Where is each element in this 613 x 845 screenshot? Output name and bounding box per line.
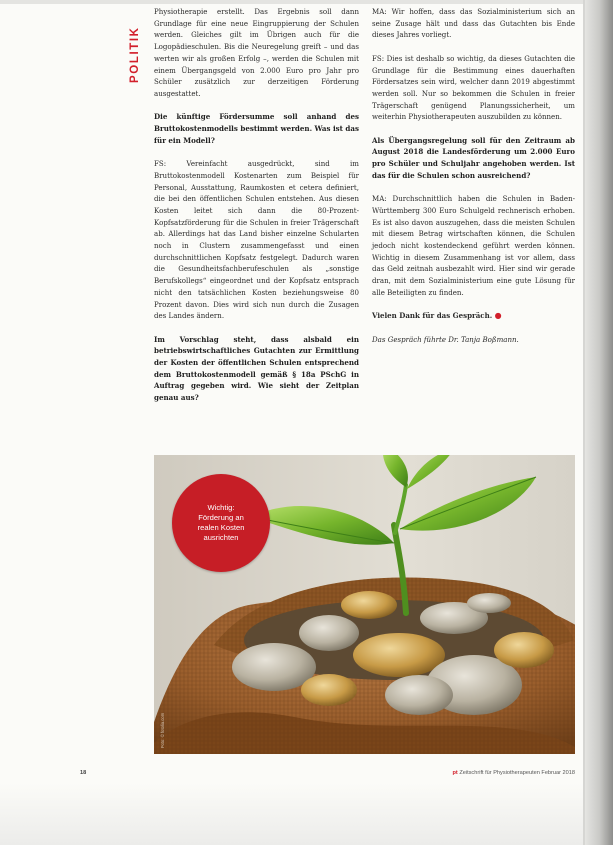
end-mark-icon: ● xyxy=(494,310,502,321)
photo-credit xyxy=(160,738,280,748)
magazine-logo: pt xyxy=(452,770,458,776)
magazine-title: Zeitschrift für Physiotherapeuten xyxy=(459,770,540,776)
interview-credit: Das Gespräch führte Dr. Tanja Boßmann. xyxy=(372,334,519,344)
interview-question: Im Vorschlag steht, dass alsbald ein betriebswirtschaftliches Gutachten zur Ermittlung der Kosten der öffentlichen Schulen entsprechend dem Bruttokostenmodell gemäß § 18a PSchG in Auftrag gegeben wird. Wie sieht der Zeitplan genau aus? xyxy=(154,334,359,403)
article-paragraph: MA: Durchschnittlich haben die Schulen in Baden-Württemberg 300 Euro Schulgeld rechnerisch erhoben. Es ist also davon auszugehen, dass die meisten Schulen mit diesem Betrag wirtschaften können, die Schulen jedoch nicht kostendeckend geführt werden können. Wichtig in diesem Zusammenhang ist vor allem, dass das Geld zeitnah ausbezahlt wird. Hier sind wir gerade dran, mit dem Sozialministerium eine gute Lösung für alle Beteiligten zu finden. xyxy=(372,194,575,297)
section-label: POLITIK xyxy=(129,26,141,84)
closing-text: Vielen Dank für das Gespräch. xyxy=(372,311,493,321)
page-bottom-shadow xyxy=(0,783,583,845)
article-paragraph: MA: Wir hoffen, dass das Sozialministerium sich an seine Zusage hält und dass das Gutachten bis Ende dieses Jahres vorliegt. xyxy=(372,7,575,40)
running-footer xyxy=(428,770,575,776)
interview-question: Als Übergangsregelung soll für den Zeitraum ab August 2018 die Landesförderung um 2.000 Euro pro Schüler und Schuljahr angehoben werden. Ist das für die Schulen schon ausreichend? xyxy=(372,135,575,180)
pull-quote-badge xyxy=(172,474,270,572)
issue-date: Februar 2018 xyxy=(541,770,575,776)
article-paragraph: FS: Vereinfacht ausgedrückt, sind im Bruttokostenmodell Kostenarten zum Beispiel für Personal, Ausstattung, Raumkosten et cetera definiert, die bei den öffentlichen Schulen entstehen. Aus diesen Kosten leitet sich dann die 80-Prozent-Kopfsatzförderung für die Schulen in freier Trägerschaft ab. Allerdings hat das Land bisher einzelne Schularten noch in Clustern zusammengefasst und einen durchschnittlichen Kopfsatz festgelegt. Dadurch waren die Gesundheitsfachberufeschulen als „sonstige Berufskollegs“ eingeordnet und der Kopfsatz entsprach nicht den tatsächlichen Kosten beziehungsweise 80 Prozent davon. Dies wird sich nun durch die Zusagen des Landes ändern. xyxy=(154,159,359,321)
interview-closing xyxy=(372,310,575,322)
article-paragraph: Physiotherapie erstellt. Das Ergebnis soll dann Grundlage für eine neue Eingruppierung der Schulen werden. Gleiches gilt im Übrigen auch für die Logopädieschulen. Bis die Neuregelung greift – und das werten wir als großen Erfolg –, werden die Schulen mit einem Übergangsgeld von 2.000 Euro pro Jahr pro Schüler zusätzlich zur derzeitigen Förderung ausgestattet. xyxy=(154,7,359,98)
pull-quote-text: Wichtig: Förderung an realen Kosten ausrichten xyxy=(197,503,245,542)
page-binding-edge xyxy=(583,0,613,845)
article-paragraph: FS: Dies ist deshalb so wichtig, da dieses Gutachten die Grundlage für die Bestimmung eines dauerhaften Fördersatzes sein wird, welcher dann 2019 abgestimmt werden soll. Nur so bekommen die Schulen in freier Trägerschaft genügend Planungssicherheit, um weiterhin Physiotherapeuten auszubilden zu können. xyxy=(372,53,575,122)
article-column-right xyxy=(372,6,575,357)
page-number: 18 xyxy=(80,770,87,776)
page-top-edge xyxy=(0,0,613,4)
interview-question: Die künftige Fördersumme soll anhand des Bruttokostenmodells bestimmt werden. Was ist das für ein Modell? xyxy=(154,112,359,145)
article-column-left xyxy=(154,6,359,416)
